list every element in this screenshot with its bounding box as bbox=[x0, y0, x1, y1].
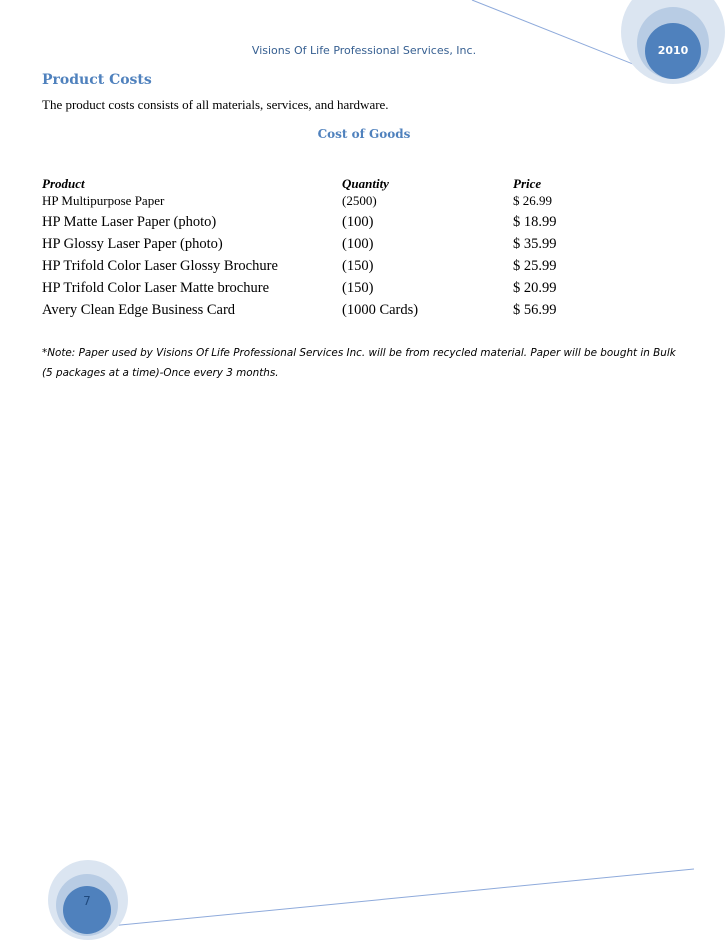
price-cell: $ 26.99 bbox=[513, 193, 552, 208]
column-header-price: Price bbox=[513, 176, 542, 191]
note-line-1: *Note: Paper used by Visions Of Life Professional Services Inc. will be from recycled material. Paper will be bought in Bulk bbox=[42, 347, 676, 359]
bulk-purchase-note bbox=[42, 343, 694, 383]
quantity-cell: (100) bbox=[342, 214, 374, 230]
product-cell: HP Multipurpose Paper bbox=[42, 193, 165, 208]
quantity-cell: (150) bbox=[342, 280, 374, 296]
quantity-cell: (100) bbox=[342, 236, 374, 252]
price-cell: $ 18.99 bbox=[513, 214, 557, 230]
table-row bbox=[42, 214, 642, 236]
table-row bbox=[42, 280, 642, 302]
product-cell: HP Trifold Color Laser Matte brochure bbox=[42, 280, 270, 296]
section-intro: The product costs consists of all materials, services, and hardware. bbox=[42, 97, 389, 112]
price-cell: $ 35.99 bbox=[513, 236, 557, 252]
footer-accent-line bbox=[110, 869, 694, 926]
header-year: 2010 bbox=[657, 44, 689, 57]
table-row bbox=[42, 302, 642, 324]
price-cell: $ 25.99 bbox=[513, 258, 557, 274]
product-cell: HP Glossy Laser Paper (photo) bbox=[42, 236, 223, 252]
column-header-product: Product bbox=[42, 176, 85, 191]
product-cell: Avery Clean Edge Business Card bbox=[42, 302, 236, 318]
price-cell: $ 56.99 bbox=[513, 302, 557, 318]
product-cell: HP Matte Laser Paper (photo) bbox=[42, 214, 217, 230]
table-row bbox=[42, 236, 642, 258]
cost-of-goods-table bbox=[42, 176, 642, 324]
quantity-cell: (2500) bbox=[342, 193, 377, 208]
note-line-2: (5 packages at a time)-Once every 3 months. bbox=[42, 367, 279, 379]
table-caption: Cost of Goods bbox=[317, 127, 411, 141]
table-row bbox=[42, 193, 642, 214]
section-heading: Product Costs bbox=[42, 72, 152, 88]
quantity-cell: (150) bbox=[342, 258, 374, 274]
table-header-row bbox=[42, 176, 642, 193]
column-header-quantity: Quantity bbox=[342, 176, 389, 191]
table-row bbox=[42, 258, 642, 280]
quantity-cell: (1000 Cards) bbox=[342, 302, 419, 318]
page-number: 7 bbox=[83, 894, 91, 908]
product-cell: HP Trifold Color Laser Glossy Brochure bbox=[42, 258, 278, 274]
price-cell: $ 20.99 bbox=[513, 280, 557, 296]
header-company-name: Visions Of Life Professional Services, Inc. bbox=[251, 44, 477, 57]
